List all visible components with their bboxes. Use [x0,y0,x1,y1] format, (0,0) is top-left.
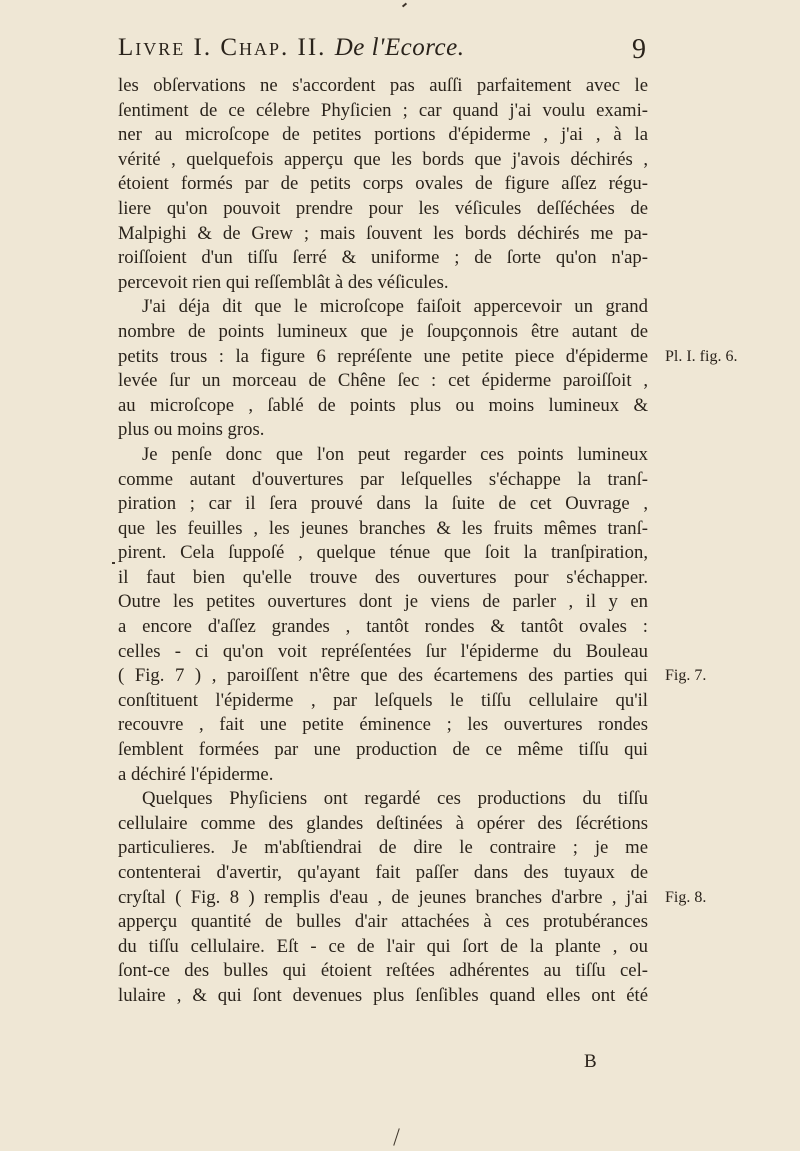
text-line: contenterai d'avertir, qu'ayant fait paſſer dans des tuyaux de [118,862,648,883]
text-line: que les feuilles , les jeunes branches & les fruits mêmes tranſ- [118,517,648,539]
running-head [118,34,465,62]
margin-note: Pl. I. fig. 6. [665,347,738,365]
text-line: pirent. Cela ſuppoſé , quelque ténue que ſoit la tranſpiration, [118,542,648,564]
text-line: comme autant d'ouvertures par leſquelles s'échappe la tranſ- [118,468,648,490]
text-line: particulieres. Je m'abſtiendrai de dire le contraire ; je me [118,837,648,859]
text-line: les obſervations ne s'accordent pas auſſi parfaitement avec le [118,75,648,96]
text-line: vérité , quelquefois apperçu que les bords que j'avois déchirés , [118,148,648,170]
page-mark [393,1128,400,1145]
text-line: Quelques Phyſiciens ont regardé ces productions du tiſſu [142,788,648,810]
text-line: celles - ci qu'on voit repréſentées ſur l'épiderme du Bouleau [118,640,648,662]
text-line: ( Fig. 7 ) , paroiſſent n'être que des écartemens des parties qui [118,665,648,687]
text-line: Je penſe donc que l'on peut regarder ces points lumineux [142,443,648,465]
text-line: a déchiré l'épiderme. [118,763,274,785]
margin-note: Fig. 7. [665,667,707,685]
page-mark [112,562,115,564]
catchword: B [584,1051,597,1072]
text-line: au microſcope , ſablé de points plus ou moins lumineux & [118,394,648,416]
text-line: liere qu'on pouvoit prendre pour les véſicules deſſéchées de [118,197,648,219]
text-line: percevoit rien qui reſſemblât à des véſicules. [118,271,449,293]
text-line: lulaire , & qui ſont devenues plus ſenſibles quand elles ont été [118,984,648,1006]
text-line: conſtituent l'épiderme , par leſquels le tiſſu cellulaire qu'il [118,689,648,711]
text-line: apperçu quantité de bulles d'air attachées à ces protubérances [118,911,648,933]
page-mark [402,3,407,8]
page-number: 9 [632,34,648,65]
running-header [118,34,648,68]
text-line: nombre de points lumineux que je ſoupçonnois être autant de [118,320,648,342]
margin-note: Fig. 8. [665,888,707,906]
text-line: étoient formés par de petits corps ovales de figure aſſez régu- [118,173,648,195]
text-line: roiſſoient d'un tiſſu ſerré & uniforme ; de ſorte qu'on n'ap- [118,247,648,269]
text-line: J'ai déja dit que le microſcope faiſoit appercevoir un grand [142,296,648,318]
text-line: il faut bien qu'elle trouve des ouvertures pour s'échapper. [118,566,648,588]
text-line: recouvre , fait une petite éminence ; les ouvertures rondes [118,714,648,736]
text-line: ſentiment de ce célebre Phyſicien ; car quand j'ai voulu exami- [118,99,648,121]
text-line: ſont-ce des bulles qui étoient reſtées adhérentes au tiſſu cel- [118,960,648,982]
text-line: cellulaire comme des glandes deſtinées à opérer des ſécrétions [118,812,648,834]
text-line: levée ſur un morceau de Chêne ſec : cet épiderme paroiſſoit , [118,370,648,392]
text-line: Malpighi & de Grew ; mais ſouvent les bords déchirés me pa- [118,222,648,244]
body-text [118,74,648,1009]
text-line: ner au microſcope de petites portions d'épiderme , j'ai , à la [118,124,648,146]
text-line: Outre les petites ouvertures dont je viens de parler , il y en [118,591,648,613]
text-line: du tiſſu cellulaire. Eſt - ce de l'air qui ſort de la plante , ou [118,935,648,957]
text-line: cryſtal ( Fig. 8 ) remplis d'eau , de jeunes branches d'arbre , j'ai [118,886,648,908]
text-line: a encore d'aſſez grandes , tantôt rondes & tantôt ovales : [118,616,648,638]
running-head-italic: De l'Ecorce. [334,34,465,61]
running-head-text: Livre I. Chap. II. [118,34,327,61]
text-line: ſemblent formées par une production de ce même tiſſu qui [118,739,648,761]
text-line: petits trous : la figure 6 repréſente une petite piece d'épiderme [118,345,648,367]
text-line: piration ; car il ſera prouvé dans la ſuite de cet Ouvrage , [118,493,648,515]
text-line: plus ou moins gros. [118,419,265,441]
